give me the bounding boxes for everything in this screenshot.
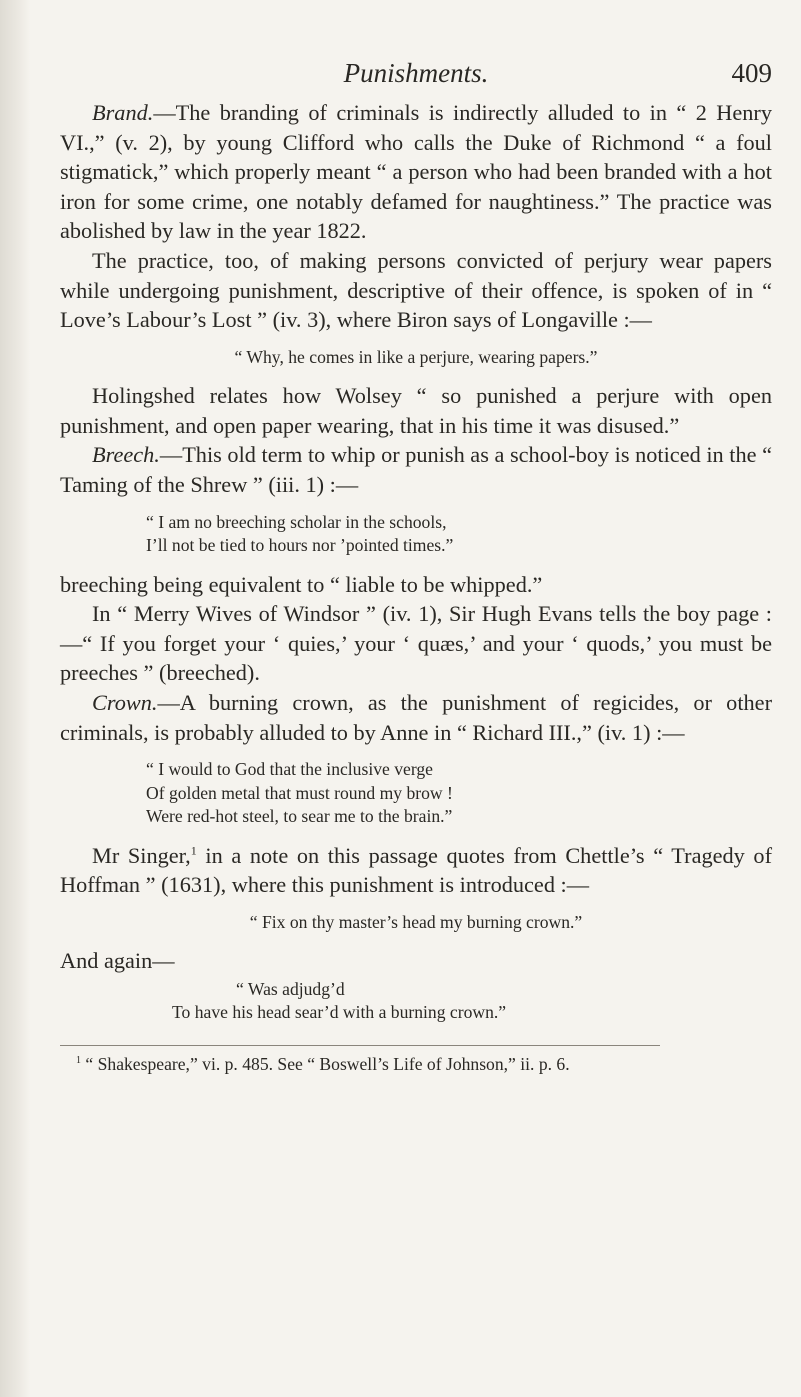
term-breech: Breech.	[92, 442, 160, 468]
quote-line: “ Was adjudg’d	[236, 978, 345, 999]
paragraph-breech	[60, 440, 772, 499]
paragraph-breech-text: —This old term to whip or punish as a school-boy is noticed in the “ Taming of the Shrew ” (iii. 1) :—	[60, 442, 772, 498]
quote-breeching-scholar	[60, 511, 772, 558]
paragraph-holingshed	[60, 381, 772, 440]
quote-adjudged	[60, 978, 772, 1025]
paragraph-singer-text: Mr Singer,	[92, 842, 191, 868]
quote-perjure	[60, 346, 772, 370]
footnote-divider	[60, 1045, 660, 1046]
quote-line: I’ll not be tied to hours nor ’pointed times.”	[146, 535, 454, 556]
paragraph-singer	[60, 841, 772, 900]
quote-line: Were red-hot steel, to sear me to the brain.”	[146, 806, 453, 827]
quote-richard-iii	[60, 758, 772, 829]
paragraph-brand-text: —The branding of criminals is indirectly alluded to in “ 2 Henry VI.,” (v. 2), by young Clifford who calls the Duke of Richmond “ a foul stigmatick,” which properly meant “ a person who had been branded with a hot iron for some crime, one notably defamed for naughtiness.” The practice was abolished by law in the year 1822.	[60, 100, 772, 244]
page-header	[60, 58, 772, 98]
footnote	[60, 1052, 772, 1076]
paragraph-crown-text: —A burning crown, as the punishment of regicides, or other criminals, is probably alluded to by Anne in “ Richard III.,” (iv. 1) :—	[60, 690, 772, 745]
page-number: 409	[731, 58, 772, 88]
quote-line: Of golden metal that must round my brow !	[146, 782, 453, 803]
quote-line: “ Why, he comes in like a perjure, wearing papers.”	[234, 346, 598, 367]
quote-hoffman	[60, 911, 772, 935]
paragraph-merry-wives	[60, 599, 772, 688]
term-crown: Crown.	[92, 690, 158, 715]
paragraph-and-again	[60, 946, 772, 976]
paragraph-and-again-text: And again—	[60, 948, 175, 974]
paragraph-crown	[60, 688, 772, 747]
paragraph-merry-wives-text: In “ Merry Wives of Windsor ” (iv. 1), Sir Hugh Evans tells the boy page :—“ If you forget your ‘ quies,’ your ‘ quæs,’ and your ‘ quods,’ you must be preeches ” (breeched).	[60, 601, 772, 686]
quote-line: “ I am no breeching scholar in the schools,	[146, 511, 447, 532]
footnote-reference: 1	[190, 843, 197, 858]
running-title: Punishments.	[343, 58, 489, 88]
paragraph-breeching-text: breeching being equivalent to “ liable to be whipped.”	[60, 571, 543, 597]
quote-line: To have his head sear’d with a burning crown.”	[172, 1002, 507, 1023]
term-brand: Brand.	[92, 100, 154, 125]
paragraph-breeching-equivalent	[60, 570, 772, 600]
footnote-marker: 1	[76, 1055, 81, 1067]
quote-line: “ Fix on thy master’s head my burning crown.”	[249, 911, 583, 932]
paragraph-perjury-text: The practice, too, of making persons convicted of perjury wear papers while undergoing punishment, descriptive of their offence, is spoken of in “ Love’s Labour’s Lost ” (iv. 3), where Biron says of Longaville :—	[60, 247, 772, 333]
paragraph-brand	[60, 98, 772, 246]
footnote-text: “ Shakespeare,” vi. p. 485. See “ Boswell’s Life of Johnson,” ii. p. 6.	[85, 1053, 570, 1074]
quote-line: “ I would to God that the inclusive verge	[146, 759, 433, 780]
paragraph-perjury-papers	[60, 246, 772, 335]
binding-gutter-shadow	[0, 0, 30, 1397]
paragraph-holingshed-text: Holingshed relates how Wolsey “ so punished a perjure with open punishment, and open paper wearing, that in his time it was disused.”	[60, 383, 772, 438]
paragraph-singer-text-continued: in a note on this passage quotes from Chettle’s “ Tragedy of Hoffman ” (1631), where this punishment is introduced :—	[60, 842, 772, 898]
book-page	[60, 58, 772, 1076]
